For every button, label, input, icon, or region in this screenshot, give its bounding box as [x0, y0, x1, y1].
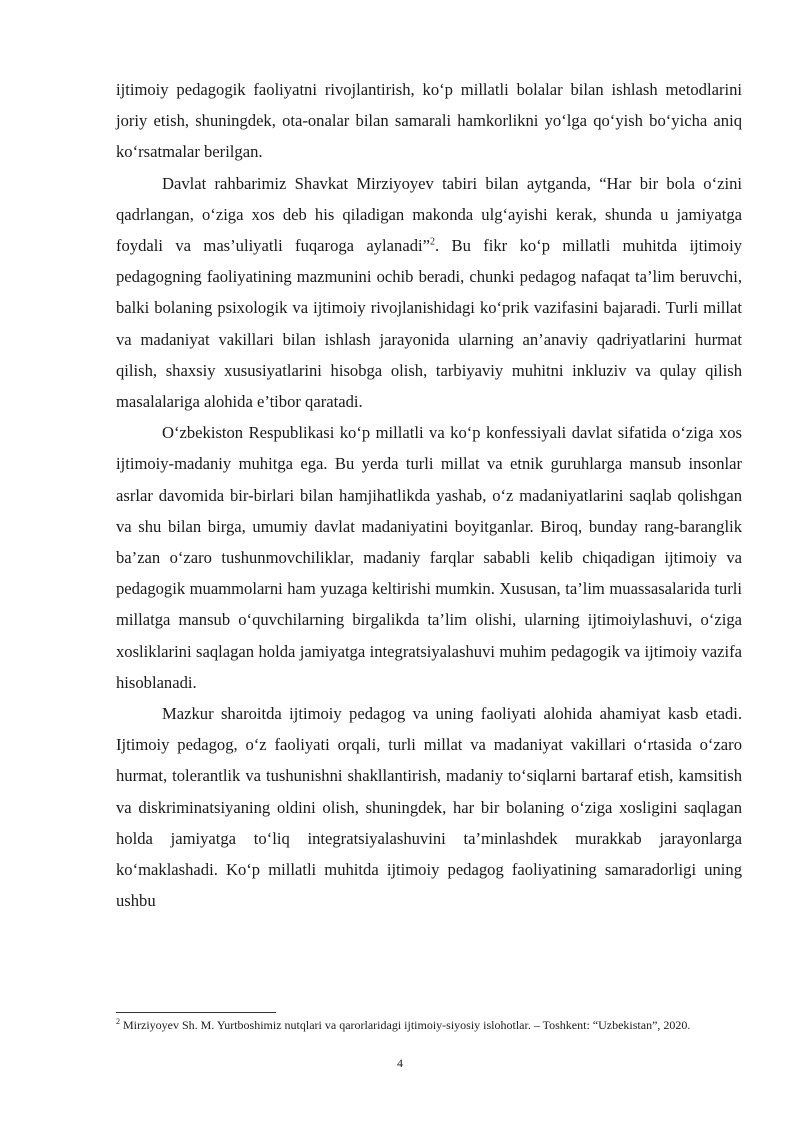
paragraph-4 — [116, 698, 742, 916]
body-text — [116, 74, 742, 916]
footnote-reference[interactable]: 2 — [429, 236, 435, 248]
footnote-marker: 2 — [116, 1017, 120, 1026]
footnote-text: Mirziyoyev Sh. M. Yurtboshimiz nutqlari va qarorlaridagi ijtimoiy-siyosiy islohotlar. – Toshkent: “Uzbekistan”, 2020. — [120, 1018, 691, 1032]
paragraph-1-text: ijtimoiy pedagogik faoliyatni rivojlantirish, ko‘p millatli bolalar bilan ishlash metodlarini joriy etish, shuningdek, ota-onalar bilan samarali hamkorlikni yo‘lga qo‘yish bo‘yicha aniq ko‘rsatmalar berilgan. — [116, 80, 742, 162]
paragraph-3 — [116, 417, 742, 698]
paragraph-2-text-cont: . Bu fikr ko‘p millatli muhitda ijtimoiy pedagogning faoliyatining mazmunini ochib beradi, chunki pedagog nafaqat ta’lim beruvchi, balki bolaning psixologik va ijtimoiy rivojlanishidagi ko‘prik vazifasini bajaradi. Turli millat va madaniyat vakillari bilan ishlash jarayonida ularning an’anaviy qadriyatlarini hurmat qilish, shaxsiy xususiyatlarini hisobga olish, tarbiyaviy muhitni inkluziv va qulay qilish masalalariga alohida e’tibor qaratadi. — [116, 236, 742, 412]
paragraph-4-text: Mazkur sharoitda ijtimoiy pedagog va uning faoliyati alohida ahamiyat kasb etadi. Ijtimoiy pedagog, o‘z faoliyati orqali, turli millat va madaniyat vakillari o‘rtasida o‘zaro hurmat, tolerantlik va tushunishni shakllantirish, madaniy to‘siqlarni bartaraf etish, kamsitish va diskriminatsiyaning oldini olish, shuningdek, har bir bolaning o‘ziga xosligini saqlagan holda jamiyatga to‘liq integratsiyalashuvini ta’minlashdek murakkab jarayonlarga ko‘maklashadi. Ko‘p millatli muhitda ijtimoiy pedagog faoliyatining samaradorligi uning ushbu — [116, 704, 742, 911]
paragraph-2-text: Davlat rahbarimiz Shavkat Mirziyoyev tabiri bilan aytganda, “Har bir bola o‘zini qadrlangan, o‘ziga xos deb his qiladigan makonda ulg‘ayishi kerak, shunda u jamiyatga foydali va mas’uliyatli fuqaroga aylanadi” — [116, 173, 742, 256]
paragraph-3-text: O‘zbekiston Respublikasi ko‘p millatli va ko‘p konfessiyali davlat sifatida o‘ziga xos ijtimoiy-madaniy muhitga ega. Bu yerda turli millat va etnik guruhlarga mansub insonlar asrlar davomida bir-birlari bilan hamjihatlikda yashab, o‘z madaniyatlarini saqlab qolishgan va shu bilan birga, umumiy davlat madaniyatini boyitganlar. Biroq, bunday rang-baranglik ba’zan o‘zaro tushunmovchiliklar, madaniy farqlar sababli kelib chiqadigan ijtimoiy va pedagogik muammolarni ham yuzaga keltirishi mumkin. Xususan, ta’lim muassasalarida turli millatga mansub o‘quvchilarning birgalikda ta’lim olishi, ularning ijtimoiylashuvi, o‘ziga xosliklarini saqlagan holda jamiyatga integratsiyalashuvi muhim pedagogik va ijtimoiy vazifa hisoblanadi. — [116, 423, 742, 692]
page-number: 4 — [397, 1056, 403, 1070]
footnote-separator — [116, 1012, 276, 1013]
paragraph-1 — [116, 74, 742, 168]
paragraph-2 — [116, 168, 742, 418]
footnote — [116, 1017, 742, 1033]
